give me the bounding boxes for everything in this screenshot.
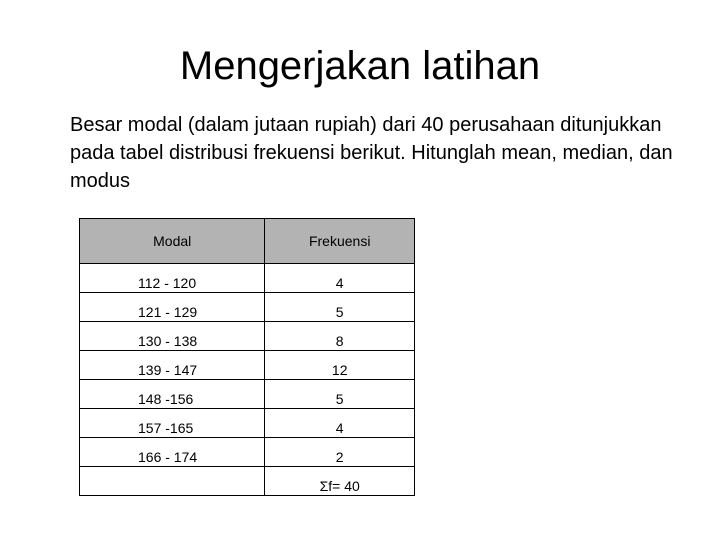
- frequency-table: [79, 218, 415, 496]
- cell-modal: 166 - 174: [80, 438, 265, 467]
- cell-modal: 148 -156: [80, 380, 265, 409]
- table-row: [80, 409, 415, 438]
- header-frekuensi: Frekuensi: [265, 219, 415, 264]
- cell-frekuensi: 8: [265, 322, 415, 351]
- cell-modal: 130 - 138: [80, 322, 265, 351]
- header-modal: Modal: [80, 219, 265, 264]
- cell-modal: 157 -165: [80, 409, 265, 438]
- problem-text: Besar modal (dalam jutaan rupiah) dari 40 perusahaan ditunjukkan pada tabel distribusi frekuensi berikut. Hitunglah mean, median, dan modus: [70, 114, 673, 192]
- total-modal-cell: [80, 467, 265, 496]
- table-row: [80, 438, 415, 467]
- table-row: [80, 264, 415, 293]
- table-row: [80, 380, 415, 409]
- table-header-row: [80, 219, 415, 264]
- table-row: [80, 322, 415, 351]
- total-frekuensi-cell: Σf= 40: [265, 467, 415, 496]
- cell-frekuensi: 5: [265, 293, 415, 322]
- slide-title: Mengerjakan latihan: [179, 44, 541, 88]
- cell-frekuensi: 5: [265, 380, 415, 409]
- cell-frekuensi: 2: [265, 438, 415, 467]
- cell-modal: 139 - 147: [80, 351, 265, 380]
- table-row: [80, 293, 415, 322]
- cell-frekuensi: 12: [265, 351, 415, 380]
- cell-frekuensi: 4: [265, 264, 415, 293]
- cell-frekuensi: 4: [265, 409, 415, 438]
- table-total-row: [80, 467, 415, 496]
- cell-modal: 112 - 120: [80, 264, 265, 293]
- cell-modal: 121 - 129: [80, 293, 265, 322]
- table-row: [80, 351, 415, 380]
